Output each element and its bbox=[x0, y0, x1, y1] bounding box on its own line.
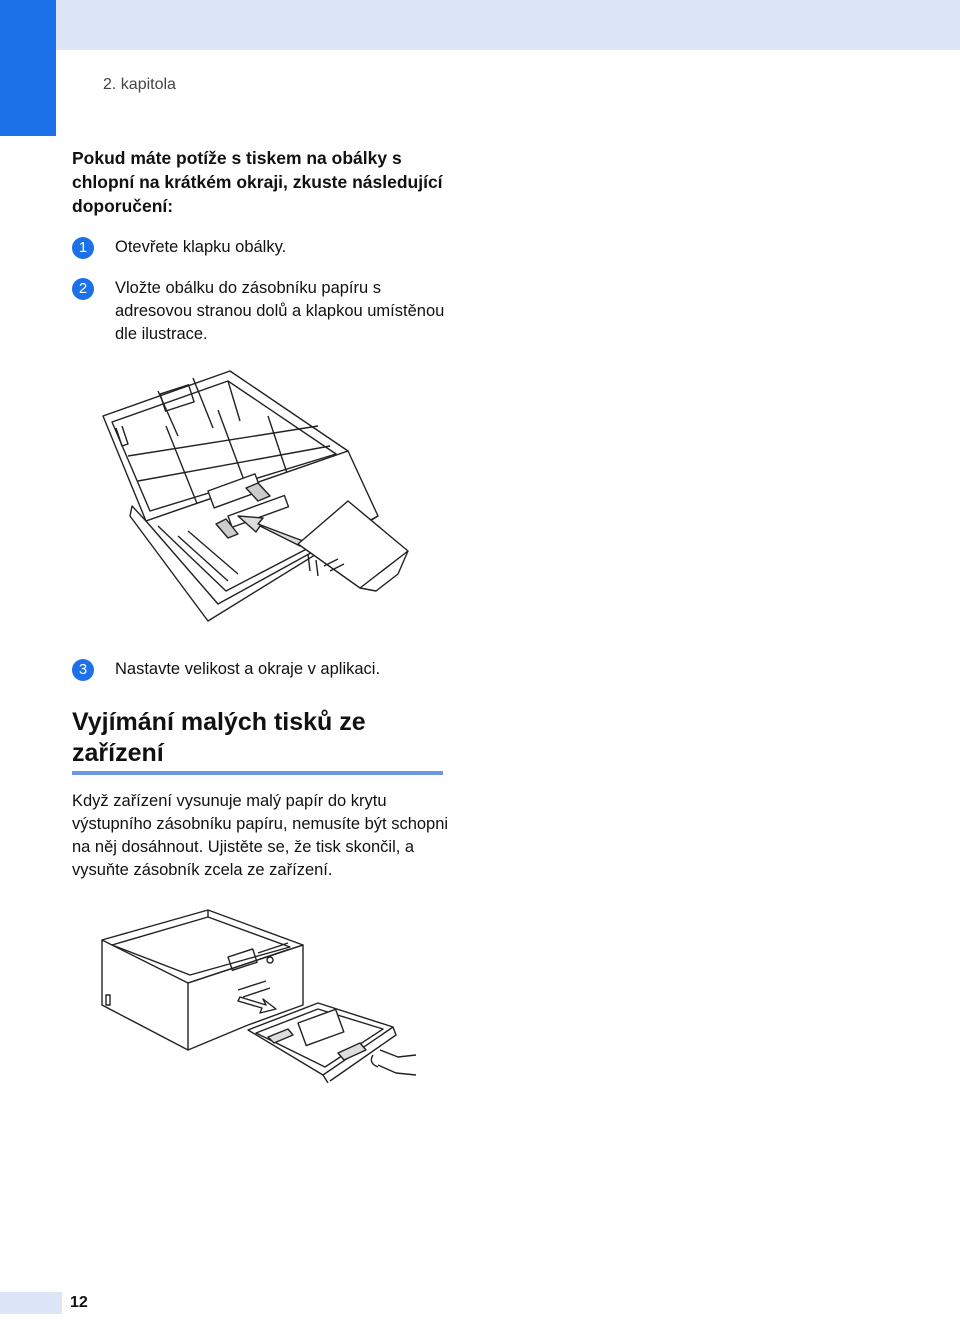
tray-envelope-illustration bbox=[98, 366, 418, 631]
section-title: Vyjímání malých tisků ze zařízení bbox=[72, 708, 366, 767]
step-text: Nastavte velikost a okraje v aplikaci. bbox=[115, 660, 381, 678]
section-body: Když zařízení vysunuje malý papír do krytu výstupního zásobníku papíru, nemusíte být schopni na něj dosáhnout. Ujistěte se, že tisk skončil, a vysuňte zásobník zcela ze zařízení. bbox=[72, 792, 449, 879]
step-number-badge: 2 bbox=[72, 278, 94, 300]
chapter-tab bbox=[0, 0, 56, 136]
step-number-badge: 1 bbox=[72, 237, 94, 259]
footer-band bbox=[0, 1292, 62, 1314]
step-2 bbox=[72, 277, 445, 346]
page-number: 12 bbox=[70, 1294, 88, 1311]
step-text: Vložte obálku do zásobníku papíru s adresovou stranou dolů a klapkou umístěnou dle ilustrace. bbox=[115, 279, 445, 343]
header-band bbox=[0, 0, 960, 50]
step-1 bbox=[72, 236, 445, 259]
step-3 bbox=[72, 658, 455, 681]
step-number-badge: 3 bbox=[72, 659, 94, 681]
lead-paragraph: Pokud máte potíže s tiskem na obálky s chlopní na krátkém okraji, zkuste následující doporučení: bbox=[72, 148, 443, 216]
printer-tray-illustration bbox=[98, 905, 418, 1083]
chapter-label: 2. kapitola bbox=[103, 76, 176, 93]
step-text: Otevřete klapku obálky. bbox=[115, 238, 287, 256]
section-divider bbox=[72, 771, 443, 775]
